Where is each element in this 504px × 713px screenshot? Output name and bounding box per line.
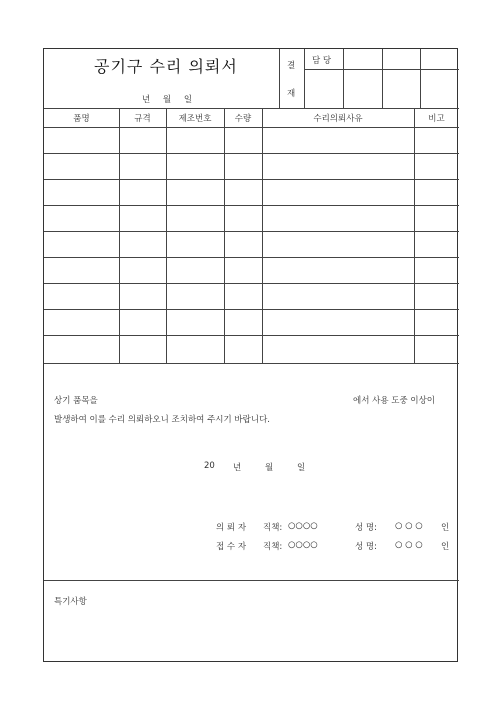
date-month: 월 bbox=[265, 463, 274, 473]
date-year: 년 bbox=[233, 463, 242, 473]
sig-receiver-title-val: ○○○○ bbox=[288, 540, 318, 550]
sig-requester-name: 성 명: bbox=[355, 523, 377, 533]
remarks-label: 특기사항 bbox=[54, 597, 87, 607]
date-day: 일 bbox=[297, 463, 306, 473]
date-prefix: 20 bbox=[204, 461, 215, 471]
body-line2: 발생하여 이를 수리 의뢰하오니 조치하여 주시기 바랍니다. bbox=[54, 415, 270, 425]
body-line1-left: 상기 품목을 bbox=[54, 396, 98, 406]
sig-requester-seal: 인 bbox=[441, 523, 450, 533]
col-header-serial: 제조번호 bbox=[178, 114, 212, 124]
col-header-qty: 수량 bbox=[234, 114, 252, 124]
col-header-reason: 수리의뢰사유 bbox=[313, 114, 363, 124]
date-line: 년 월 일 bbox=[142, 95, 193, 105]
approval-label-bottom: 재 bbox=[287, 89, 296, 99]
sig-requester-title: 직책: bbox=[263, 523, 283, 533]
body-line1-right: 에서 사용 도중 이상이 bbox=[353, 396, 436, 406]
col-header-note: 비고 bbox=[428, 114, 445, 124]
sig-receiver-name: 성 명: bbox=[355, 542, 377, 552]
col-header-item: 품명 bbox=[73, 114, 90, 124]
sig-requester-role: 의 뢰 자 bbox=[216, 523, 247, 533]
sig-receiver-name-val: ○ ○ ○ bbox=[395, 540, 423, 550]
form-title: 공기구 수리 의뢰서 bbox=[94, 57, 238, 76]
repair-request-form bbox=[43, 48, 458, 662]
sig-requester-title-val: ○○○○ bbox=[288, 521, 318, 531]
col-header-spec: 규격 bbox=[134, 114, 151, 124]
approval-label-top: 결 bbox=[287, 61, 296, 71]
sig-receiver-role: 접 수 자 bbox=[216, 542, 247, 552]
sig-receiver-title: 직책: bbox=[263, 542, 283, 552]
sig-receiver-seal: 인 bbox=[441, 542, 450, 552]
approval-col-charge: 담 당 bbox=[312, 56, 332, 66]
sig-requester-name-val: ○ ○ ○ bbox=[395, 521, 423, 531]
